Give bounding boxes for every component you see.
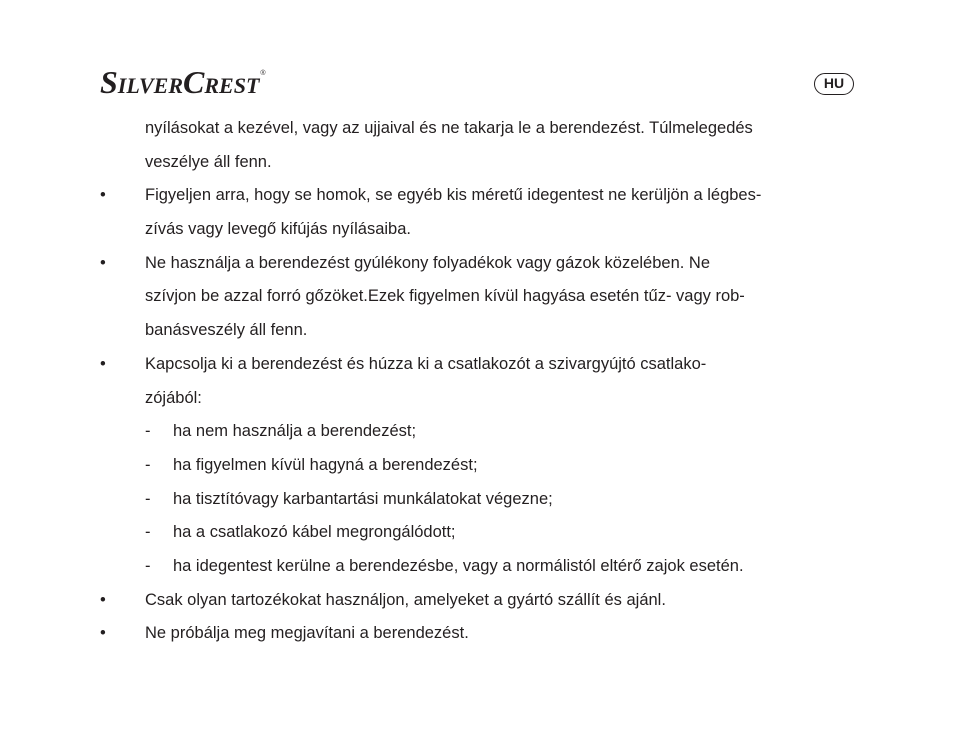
line-text: Ne használja a berendezést gyúlékony folyadékok vagy gázok közelében. Ne: [145, 253, 711, 272]
line-text: ha tisztítóvagy karbantartási munkálatokat végezne;: [173, 489, 553, 508]
line-text: Figyeljen arra, hogy se homok, se egyéb kis méretű idegentest ne kerüljön a légbes-: [145, 186, 762, 205]
silvercrest-logo: SILVERCREST®: [100, 64, 266, 100]
bullet-item: [100, 181, 860, 215]
line-text: Ne próbálja meg megjavítani a berendezést.: [145, 624, 469, 643]
line-text: ha idegentest kerülne a berendezésbe, vagy a normálistól eltérő zajok esetén.: [173, 556, 744, 575]
dash-marker: -: [145, 523, 151, 542]
sub-item: [100, 451, 860, 485]
safety-instructions: [100, 114, 860, 653]
language-badge: HU: [814, 73, 854, 95]
registered-mark: ®: [260, 70, 266, 77]
bullet-marker: •: [100, 354, 106, 373]
text-line: [100, 114, 860, 148]
page-header: [100, 64, 854, 100]
bullet-item: [100, 249, 860, 283]
line-text: nyílásokat a kezével, vagy az ujjaival és ne takarja le a berendezést. Túlmelegedés: [145, 119, 753, 137]
line-text: veszélye áll fenn.: [145, 152, 272, 171]
line-text: ha a csatlakozó kábel megrongálódott;: [173, 523, 456, 542]
bullet-item: [100, 586, 860, 620]
text-line: [100, 384, 860, 418]
line-text: banásveszély áll fenn.: [145, 321, 308, 340]
line-text: Csak olyan tartozékokat használjon, amelyeket a gyártó szállít és ajánl.: [145, 590, 666, 609]
text-line: [100, 282, 860, 316]
bullet-item: [100, 619, 860, 653]
bullet-marker: •: [100, 624, 106, 643]
dash-marker: -: [145, 556, 151, 575]
sub-item: [100, 417, 860, 451]
sub-item: [100, 485, 860, 519]
line-text: Kapcsolja ki a berendezést és húzza ki a csatlakozót a szivargyújtó csatlako-: [145, 354, 707, 373]
dash-marker: -: [145, 455, 151, 474]
sub-item: [100, 552, 860, 586]
dash-marker: -: [145, 489, 151, 508]
text-line: [100, 148, 860, 182]
line-text: ha nem használja a berendezést;: [173, 422, 417, 441]
dash-marker: -: [145, 422, 151, 441]
line-text: ha figyelmen kívül hagyná a berendezést;: [173, 455, 478, 474]
text-line: [100, 316, 860, 350]
text-line: [100, 215, 860, 249]
bullet-marker: •: [100, 590, 106, 609]
bullet-marker: •: [100, 186, 106, 205]
sub-item: [100, 518, 860, 552]
bullet-marker: •: [100, 253, 106, 272]
line-text: zívás vagy levegő kifújás nyílásaiba.: [145, 220, 411, 239]
bullet-item: [100, 350, 860, 384]
line-text: zójából:: [145, 388, 202, 407]
line-text: szívjon be azzal forró gőzöket.Ezek figyelmen kívül hagyása esetén tűz- vagy rob-: [145, 287, 745, 306]
